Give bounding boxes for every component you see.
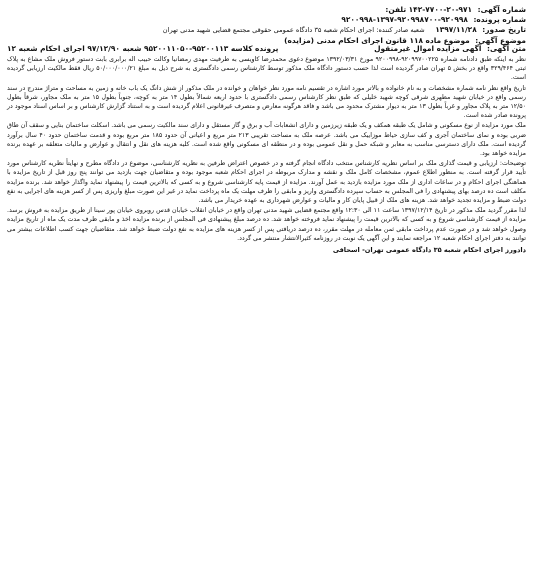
phone-label: شماره آگهی: <box>477 5 526 14</box>
signature-line: دادورز اجرای احکام شعبه ۳۵ دادگاه عمومی تهران- اسحاقی <box>332 246 526 255</box>
reference-line <box>341 15 526 25</box>
case-info <box>7 44 278 54</box>
phone-value: ۹۷۱-۲۰-۷۷۰۰-۱۴۲ تلفن: <box>385 5 473 14</box>
branch-value: ۹۷/۱۲/۹۰ <box>87 44 120 53</box>
phone-line <box>385 5 526 15</box>
reference-value: ۹۲۰۹۹۸-۹۲۰۹۹۸۷۰۰-۱۳۹۷-۹۲۰۰۹۹۸ <box>341 15 468 24</box>
case-class-value: ۹۵۲۰۰۱۱۳-۹۵۲۰۰۱۱۰۵۰ <box>143 44 229 53</box>
text-label: متن آگهی: <box>487 44 526 53</box>
case-class-label: پرونده کلاسه <box>230 44 279 53</box>
reference-label: شماره پرونده: <box>473 15 526 24</box>
branch-label: شعبه <box>122 44 142 53</box>
date-line <box>163 25 526 35</box>
case-line <box>7 44 526 54</box>
paragraph-notes: توضیحات: ارزیابی و قیمت گذاری ملک بر اساس نظریه کارشناس منتخب دادگاه انجام گرفته و در خصوص اعتراض طرفین به نظریه کارشناسی، موضوع در دادگاه مطرح و نهایتاً نظریه کارشناس مورد تأیید قرار گرفته است. به منظور اطلاع عموم، مشخصات کامل ملک و نقشه و مدارک مربوطه در اجرای احکام شعبه موجود بوده و متقاضیان جهت بازدید می توانند پنج روز قبل از تاریخ مزایده با هماهنگی اجرای احکام و در ساعات اداری از ملک مورد مزایده بازدید به عمل آورند. مزایده از قیمت پایه کارشناسی شروع و به کسی که بالاترین قیمت را پیشنهاد نماید واگذار خواهد شد. برنده مزایده مکلف است ده درصد بهای پیشنهادی را فی المجلس به حساب سپرده دادگستری واریز و مابقی را ظرف مهلت یک ماه پرداخت نماید در غیر این صورت مبلغ واریزی پس از کسر هزینه های اجرایی به نفع دولت ضبط و مزایده تجدید خواهد شد. هزینه های ملک از قبیل پایان کار و مالیات و عوارض شهرداری به عهده خریدار می باشد. <box>7 160 526 205</box>
subject-label: موضوع آگهی: <box>475 36 526 45</box>
paragraph-intro: نظر به اینکه طبق دادنامه شماره ۹۲۰۹۹۷۰۰۲۲۵-۹۲۰۰۹۹۸ مورخ ۱۳۹۲/۰۳/۳۱ موضوع دعوی محمدرضا کاویسی به طرفیت مهدی رمضانیا وکالت حبیب اله برابری بابت دستور فروش ملک مشاع به پلاک ثبتی ۳۲۹/۴۶۴ واقع در بخش ۵ تهران صادر گردیده است لذا حسب دستور دادگاه ملک مذکور توسط کارشناس رسمی دادگستری به شرح ذیل به مبلغ ۵۰/۰۰۰/۰۰۰/۲۱ ریال فقط مالکیت ارزیابی گردیده است. <box>7 56 526 82</box>
date-value: ۱۳۹۷/۱۱/۲۸ <box>435 25 477 34</box>
subject-value: موضوع ماده ۱۱۸ قانون اجرای احکام مدنی (مزایده) <box>284 36 470 45</box>
paragraph-auction-terms: لذا مقرر گردید ملک مذکور در تاریخ ۱۳۹۷/۱۲/۱۴ ساعت ۱۱ الی ۱۲:۳۰ واقع مجتمع قضایی شهید مدنی تهران واقع در خیابان انقلاب خیابان قدس روبروی خیابان پور سینا از طریق مزایده به فروش برسد. مزایده از قیمت کارشناسی شروع و به کسی که بالاترین قیمت را پیشنهاد نماید فروخته خواهد شد. ده درصد مبلغ پیشنهادی فی المجلس از برنده مزایده اخذ و مابقی ظرف مدت یک ماه از تاریخ مزایده وصول خواهد شد و در صورت عدم پرداخت مابقی ثمن معامله در مهلت مقرر، ده درصد دریافتی پس از کسر هزینه های مزایده به نفع دولت ضبط خواهد شد. متقاضیان جهت کسب اطلاعات بیشتر می توانند به دفتر اجرای احکام شعبه ۱۲ مراجعه نمایند و این آگهی یک نوبت در روزنامه کثیرالانتشار منتشر می گردد. <box>7 207 527 242</box>
exec-label: اجرای احکام شعبه <box>18 44 85 53</box>
paragraph-description: ملک مورد مزایده از نوع مسکونی و شامل یک طبقه همکف و یک طبقه زیرزمین و دارای انشعابات آب و برق و گاز مستقل و دارای سند مالکیت رسمی می باشد. اسکلت ساختمان بنایی و سقف آن طاق ضربی بوده و نمای ساختمان آجری و کف سازی حیاط موزاییک می باشد. عرصه ملک به مساحت تقریبی ۲۱۳ متر مربع و اعیانی آن حدود ۱۸۵ متر مربع بوده و قدمت ساختمان حدود ۴۰ سال برآورد گردیده است. ملک دارای دسترسی مناسب به معابر و شبکه حمل و نقل عمومی بوده و در منطقه ای مسکونی واقع شده است. کلیه هزینه های نقل و انتقال و عوارض و مالیات متعلقه بر عهده برنده مزایده خواهد بود. <box>7 122 526 158</box>
signature-block <box>7 245 526 255</box>
text-value: آگهی مزایده اموال غیرمنقول <box>374 44 482 53</box>
paragraph-boundaries: تاریخ واقع نظر نامه شماره مشخصات و به نام خانواده و بالاتر مورد اشاره در تقسیم نامه مورد نظر خواهان و خوانده در ملک مذکور از شش دانگ یک باب خانه و زمین به مساحت و متراژ مندرج در سند رسمی واقع در خیابان شهید مطهری شرقی کوچه شهید خلیلی که طبق نظر کارشناس رسمی دادگستری با حدود اربعه شمالاً بطول ۱۴ متر به کوچه، جنوباً بطول ۱۵ متر به ملک مجاور، شرقاً بطول ۱۲/۵۰ متر به پلاک مجاور و غرباً بطول ۱۳ متر به دیوار مشترک محدود می باشد و فاقد هرگونه معارض و متصرف غیرقانونی اعلام گردیده است و به استناد گزارش کارشناس و بر اساس اسناد موجود در پرونده صادر شده است. <box>7 84 526 120</box>
exec-value: ۱۲ <box>7 44 17 53</box>
date-label: تاریخ صدور: <box>482 25 526 34</box>
notice-header <box>7 5 526 53</box>
issuer-text: شعبه صادر کننده: اجرای احکام شعبه ۳۵ دادگاه عمومی حقوقی مجتمع قضایی شهید مدنی تهران <box>162 26 425 34</box>
